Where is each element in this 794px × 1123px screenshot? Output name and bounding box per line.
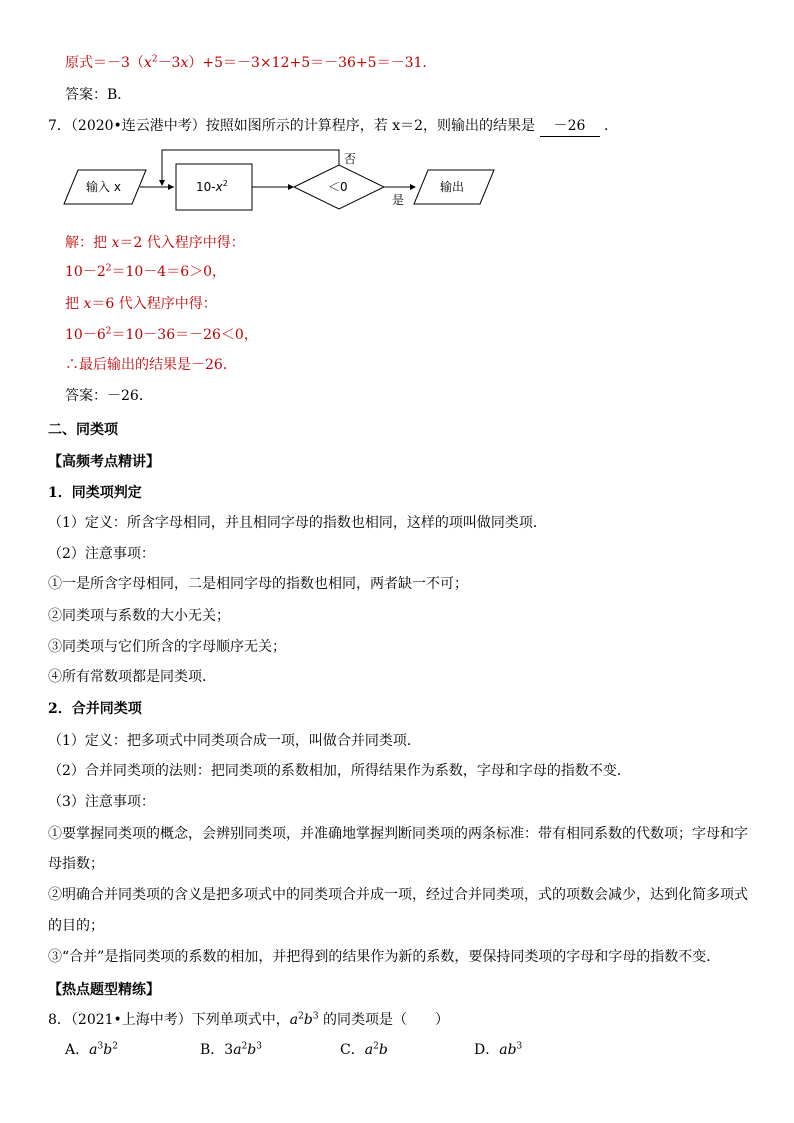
merge-notes-title: （3）注意事项： [48,794,155,810]
merge-note-3: ③“合并”是指同类项的系数的相加，并把得到的结果作为新的系数，要保持同类项的字母和字母的指数不变． [48,949,721,965]
flow-loop-arrowhead [159,180,165,186]
definition-2: （2）注意事项： [48,546,155,562]
flow-input-label: 输入 x [86,180,121,194]
flow-process-label: $10-x^2$ [196,179,228,194]
subheading-1: 1．同类项判定 [48,485,142,501]
q7-solution-5: ∴最后输出的结果是－26． [65,357,237,373]
merge-rule: （2）合并同类项的法则：把同类项的系数相加，所得结果作为系数，字母和字母的指数不变． [48,763,631,779]
note-2: ②同类项与系数的大小无关； [48,608,230,624]
merge-note-2b: 的目的； [48,918,104,934]
option-a[interactable]: A．$a^3b^2$ [65,1041,118,1058]
subheading-hot-topics: 【热点题型精练】 [48,982,160,998]
question-7 [48,116,618,137]
flow-output-label: 输出 [440,180,465,194]
q7-solution-3: 把 x＝6 代入程序中得： [65,296,217,312]
answer-line-6: 答案：B． [65,87,132,103]
merge-note-2a: ②明确合并同类项的含义是把多项式中的同类项合并成一项，经过合并同类项，式的项数会减少，达到化简多项式 [48,887,748,903]
flow-loop-line [162,150,339,184]
question-7-answer-blank: －26 [540,116,600,137]
flow-yes-label: 是 [392,193,405,207]
note-4: ④所有常数项都是同类项． [48,669,216,685]
flowchart-svg [60,146,520,216]
question-7-text: 7．（2020•连云港中考）按照如图所示的计算程序，若 x＝2，则输出的结果是 [48,118,536,134]
subheading-high-frequency: 【高频考点精讲】 [48,454,160,470]
option-b[interactable]: B．$3a^2b^3$ [200,1041,262,1058]
q7-answer: 答案：－26． [65,388,153,404]
q7-solution-1: 解：把 x＝2 代入程序中得： [65,235,245,251]
note-1: ①一是所含字母相同，二是相同字母的指数也相同，两者缺一不可； [48,576,468,592]
question-8: 8．（2021•上海中考）下列单项式中，$a^2b^3$ 的同类项是（ ） [48,1011,450,1028]
option-c[interactable]: C．$a^2b$ [340,1041,388,1058]
subheading-2: 2．合并同类项 [48,701,142,717]
merge-definition: （1）定义：把多项式中同类项合成一项，叫做合并同类项． [48,733,421,749]
flow-arrowhead-3 [410,184,416,190]
solution-line-1: 原式$=-3(x^2-3x)+5=-3\times 12+5=-36+5=-31$． [65,54,437,71]
merge-note-1b: 母指数； [48,856,104,872]
definition-1: （1）定义：所含字母相同，并且相同字母的指数也相同，这样的项叫做同类项． [48,515,547,531]
flow-no-label: 否 [344,152,357,166]
section-heading-2: 二、同类项 [48,422,118,438]
option-d[interactable]: D．$ab^3$ [474,1041,523,1058]
calculation-flowchart [60,146,520,216]
flow-arrowhead-1 [168,184,174,190]
q7-solution-4: $10-6^2=10-36=-26<0$， [65,326,258,343]
question-7-suffix: ． [603,118,618,134]
flow-decision-label: ＜0 [328,180,348,194]
note-3: ③同类项与它们所含的字母顺序无关； [48,639,286,655]
q7-solution-2: $10-2^2=10-4=6>0$， [65,263,227,280]
merge-note-1a: ①要掌握同类项的概念，会辨别同类项，并准确地掌握判断同类项的两条标准：带有相同系数的代数项；字母和字 [48,826,748,842]
